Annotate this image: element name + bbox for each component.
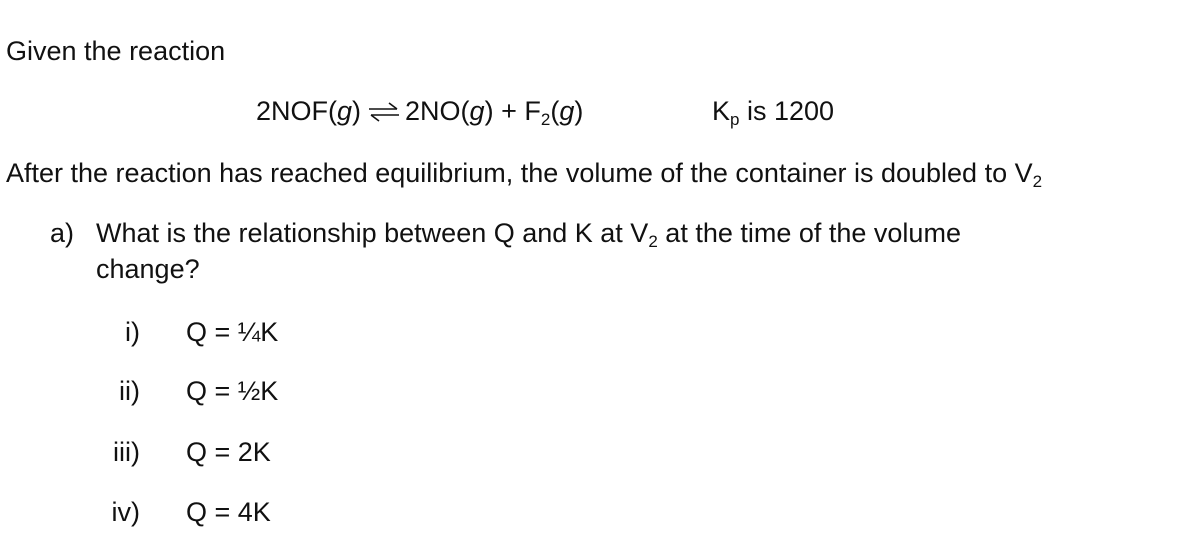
problem-statement: After the reaction has reached equilibrium, the volume of the container is doubled to $V_2$ bbox=[6, 158, 1043, 191]
intro-text: Given the reaction bbox=[6, 36, 226, 66]
option-text: Q = ½K bbox=[186, 376, 279, 406]
reactant: 2NOF(g) bbox=[256, 96, 362, 126]
option-number: i) bbox=[125, 317, 140, 347]
option-text: Q = ¼K bbox=[186, 317, 279, 347]
option-text: Q = 4K bbox=[186, 497, 271, 527]
option-text: Q = 2K bbox=[186, 437, 271, 467]
option-number: ii) bbox=[119, 376, 140, 406]
equilibrium-arrow-icon bbox=[367, 102, 401, 122]
kp-value: $K_p$ is 1200 bbox=[712, 96, 835, 129]
question-label: a) bbox=[50, 218, 75, 248]
reaction-equation bbox=[256, 95, 583, 127]
question-line-1: What is the relationship between Q and K at $V_2$ at the time of the volume bbox=[96, 218, 961, 251]
option-number: iii) bbox=[113, 437, 140, 467]
question-line-2: change? bbox=[96, 254, 200, 284]
option-number: iv) bbox=[111, 497, 140, 527]
products: $2NO(g) + F_2(g)$ bbox=[405, 96, 584, 129]
